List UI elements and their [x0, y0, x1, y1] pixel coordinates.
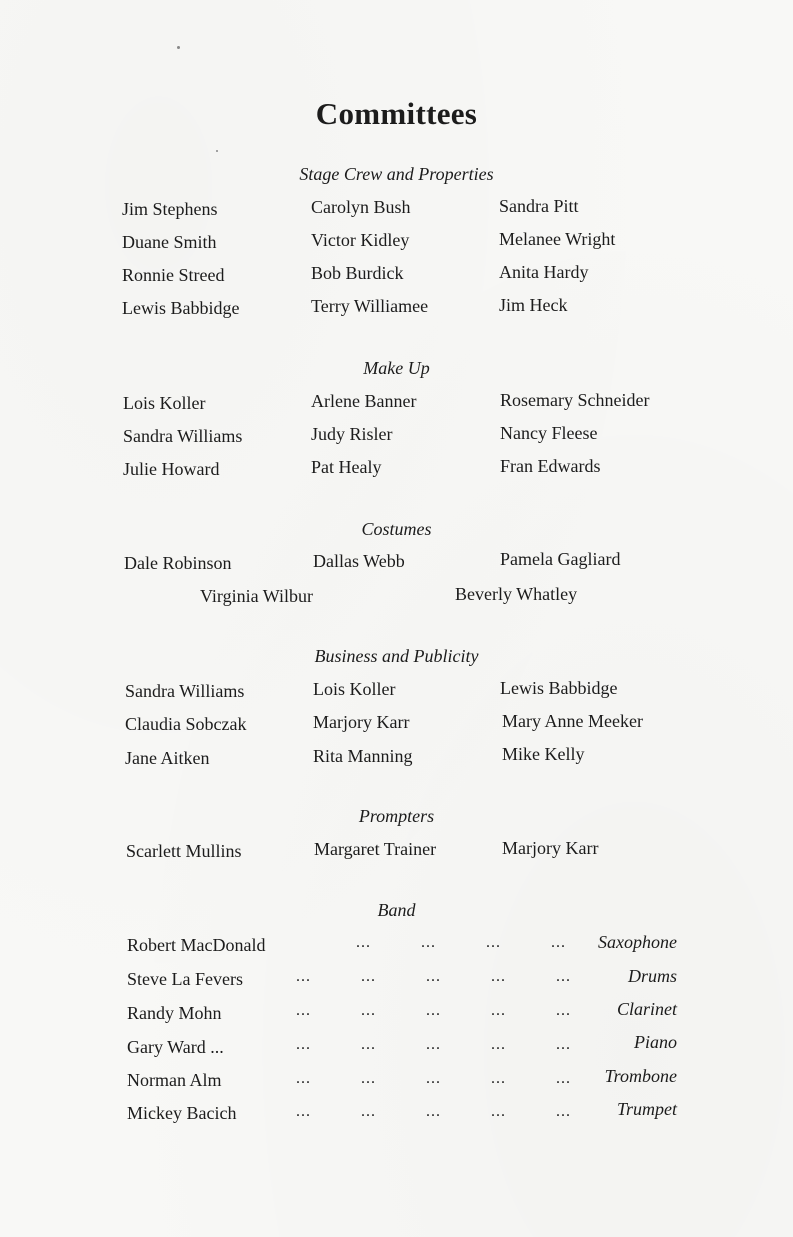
committee-member: Anita Hardy: [499, 262, 589, 282]
section-heading-stage-crew: Stage Crew and Properties: [299, 164, 494, 184]
committee-member: Dale Robinson: [124, 553, 232, 573]
band-member-name: Norman Alm: [127, 1070, 222, 1090]
committee-member: Duane Smith: [122, 232, 217, 252]
committee-member: Melanee Wright: [499, 229, 616, 249]
committee-member: Virginia Wilbur: [200, 586, 314, 606]
committee-member: Rosemary Schneider: [500, 390, 650, 410]
committee-member: Dallas Webb: [313, 551, 405, 571]
committee-member: Nancy Fleese: [500, 423, 598, 443]
committee-member: Rita Manning: [313, 746, 413, 766]
band-member-name: Robert MacDonald: [127, 935, 266, 955]
committee-member: Marjory Karr: [313, 712, 410, 732]
committee-member: Lois Koller: [313, 679, 396, 699]
committee-member: Jim Heck: [499, 295, 568, 315]
committee-member: Sandra Pitt: [499, 196, 579, 216]
section-heading-make-up: Make Up: [363, 358, 430, 378]
committee-member: Judy Risler: [311, 424, 393, 444]
committee-member: Bob Burdick: [311, 263, 404, 283]
committee-member: Julie Howard: [123, 459, 220, 479]
committee-member: Terry Williamee: [311, 296, 429, 316]
band-member-instrument: Trumpet: [616, 1099, 677, 1119]
band-member-instrument: Drums: [627, 966, 677, 986]
committee-member: Fran Edwards: [500, 456, 601, 476]
band-member-instrument: Trombone: [604, 1066, 677, 1086]
band-member-instrument: Clarinet: [616, 999, 677, 1019]
committee-member: Pat Healy: [311, 457, 382, 477]
committee-member: Scarlett Mullins: [126, 841, 242, 861]
committee-member: Sandra Williams: [123, 426, 243, 446]
committee-member: Arlene Banner: [311, 391, 417, 411]
section-heading-band: Band: [377, 900, 416, 920]
committee-member: Mary Anne Meeker: [502, 711, 643, 731]
section-heading-costumes: Costumes: [361, 519, 432, 539]
leader-dots: ... ... ... ... ...: [296, 1002, 571, 1019]
committee-member: Jane Aitken: [125, 748, 210, 768]
committee-member: Sandra Williams: [125, 681, 245, 701]
committee-member: Victor Kidley: [311, 230, 410, 250]
committee-member: Jim Stephens: [122, 199, 218, 219]
committee-member: Claudia Sobczak: [125, 714, 247, 734]
section-heading-prompters: Prompters: [358, 806, 435, 826]
band-member-instrument: Saxophone: [598, 932, 677, 952]
committee-member: Beverly Whatley: [455, 584, 578, 604]
committee-member: Lewis Babbidge: [122, 298, 240, 318]
paper-speck: [216, 150, 218, 152]
committee-member: Lois Koller: [123, 393, 206, 413]
band-member-name: Gary Ward ...: [127, 1037, 224, 1057]
leader-dots: ... ... ... ... ...: [296, 968, 571, 985]
band-member-name: Steve La Fevers: [127, 969, 243, 989]
leader-dots: ... ... ... ...: [356, 934, 566, 951]
committee-member: Carolyn Bush: [311, 197, 411, 217]
section-heading-business: Business and Publicity: [314, 646, 479, 666]
committee-member: Pamela Gagliard: [500, 549, 621, 569]
committee-member: Marjory Karr: [502, 838, 599, 858]
page-title: Committees: [315, 96, 478, 131]
committee-member: Lewis Babbidge: [500, 678, 618, 698]
paper-speck: [177, 46, 180, 49]
leader-dots: ... ... ... ... ...: [296, 1103, 571, 1120]
band-member-name: Randy Mohn: [127, 1003, 222, 1023]
committee-member: Margaret Trainer: [314, 839, 437, 859]
leader-dots: ... ... ... ... ...: [296, 1036, 571, 1053]
band-member-name: Mickey Bacich: [127, 1103, 237, 1123]
committee-member: Ronnie Streed: [122, 265, 225, 285]
committee-member: Mike Kelly: [502, 744, 585, 764]
band-member-instrument: Piano: [634, 1032, 677, 1052]
leader-dots: ... ... ... ... ...: [296, 1070, 571, 1087]
